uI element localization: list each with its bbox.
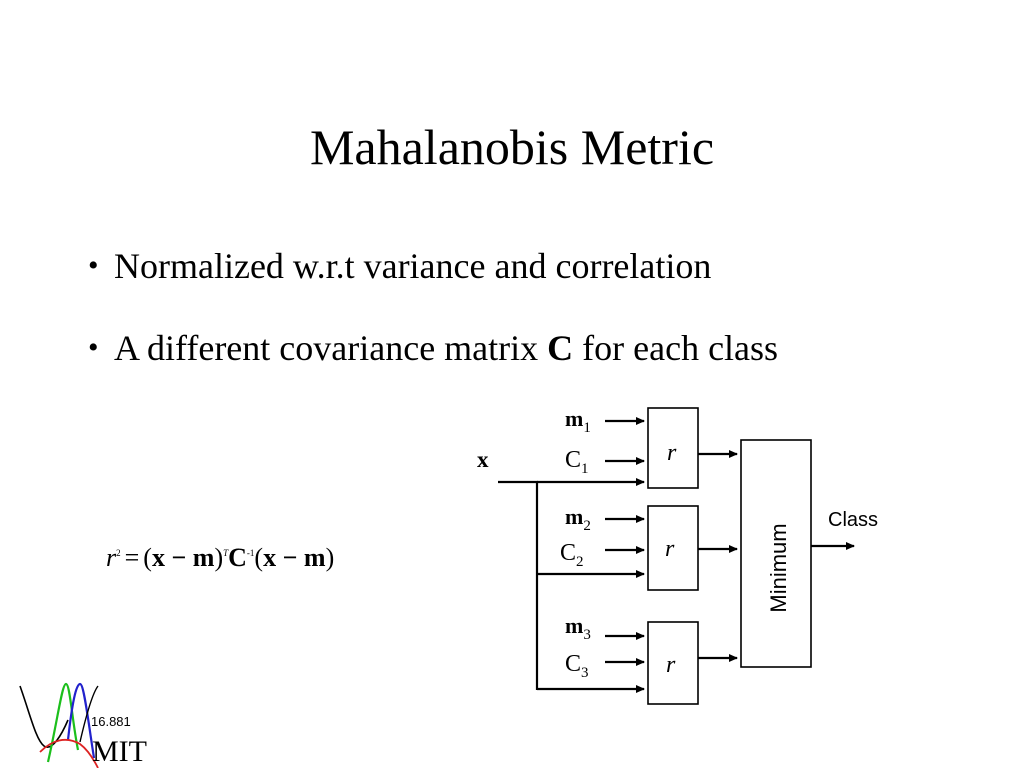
formula-C: C (228, 543, 247, 572)
formula-rparen-2: ) (325, 543, 335, 572)
bullet-text-before: A different covariance matrix (114, 328, 548, 368)
bullet-text: Normalized w.r.t variance and correlation (114, 246, 712, 286)
branch-1-c-label: $C_1$ (565, 447, 589, 477)
formula-r: r (106, 543, 117, 572)
formula-inverse: -1 (246, 548, 255, 558)
slide-title: Mahalanobis Metric (309, 119, 715, 175)
class-output-label: Class (828, 509, 879, 531)
formula-lparen-2: ( (254, 543, 264, 572)
formula-transpose: T (223, 548, 229, 558)
branch-1-m-label: $m_1$ (565, 406, 591, 436)
branch-3-c-label: $C_3$ (565, 651, 589, 681)
r-block-1-label: r (667, 440, 677, 466)
formula-r-superscript: 2 (116, 548, 121, 558)
course-number: 16.881 (91, 714, 131, 729)
minimum-label: Minimum (766, 523, 791, 613)
formula-x-minus-m-2: x − m (263, 543, 326, 572)
branch-2-c-label: $C_2$ (560, 540, 584, 570)
bullet-dot: • (88, 331, 99, 364)
bullet-bold-matrix: C (547, 328, 574, 368)
branch-2-m-label: $m_2$ (565, 504, 591, 534)
mit-label: MIT (92, 735, 147, 768)
bullet-dot: • (88, 249, 99, 282)
r-block-2-label: r (665, 536, 675, 562)
formula-x-minus-m-1: x − m (151, 543, 215, 572)
input-x-label: x (477, 447, 489, 472)
r-block-3-label: r (666, 652, 676, 678)
bullet-text-after: for each class (573, 328, 779, 368)
formula-equals: = (124, 543, 140, 572)
formula-rparen-1: ) (214, 543, 224, 572)
branch-3-m-label: $m_3$ (565, 613, 591, 643)
formula-lparen-1: ( (143, 543, 152, 572)
